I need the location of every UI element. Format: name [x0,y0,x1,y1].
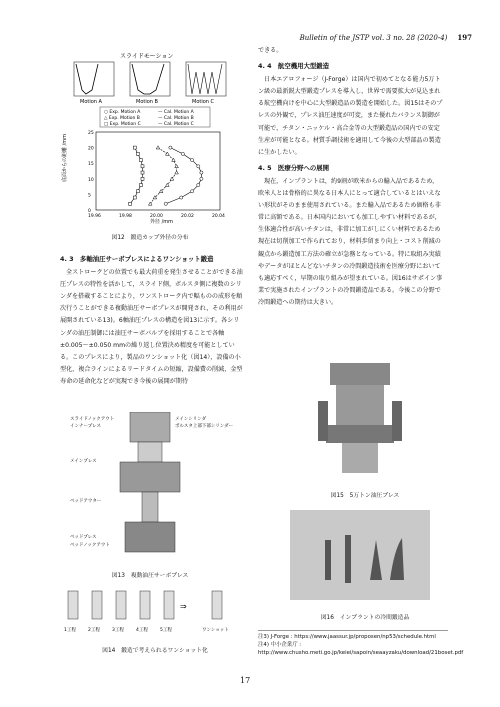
figure-14-svg [62,585,247,640]
motion-b-graph [130,62,170,96]
y-tick-label: 15 [88,162,94,168]
footnote-4: 注4) 中小企業庁 : http://www.chusho.meti.go.jp/keiei/sapoin/seaayzaku/download/21boset.pdf [258,642,464,656]
step-label: 2工程 [88,628,100,633]
section-4-5-heading: 4. 5 医療分野への展開 [258,163,330,172]
data-point [197,165,200,168]
section-4-3-body: 全ストロークどの位置でも最大荷重を発生させることができる油圧プレスの特性を活かして，スライド側，ボルスタ側に複数のシリンダを搭載することにより，ワンストローク内で幅ものの成形を順次行うことができる複動油圧サーボプレスが開発され，その利用が展開されている13)。6軸油圧プレスの構造を図13に示す。各シリンダの油圧制御には油圧サーボバルブを採用することで各軸±0.005～±0.050 mmの繰り返し位置決め精度を可能としている。このプレスにより，製品のワンショット化（図14），設備の小型化，複合ラインによるリードタイムの短縮，設備費の削減，金型寿命の延命化などが実現でき今後の展開が期待 [60,269,243,385]
figure-16-photo [290,510,430,600]
y-tick-label: 10 [88,177,94,183]
legend-entry: — Cal. Motion C [158,122,194,127]
slide-motion-label: スライドモーション [120,53,174,60]
series-line [130,148,142,204]
figure-14 [62,585,247,640]
figure-13-svg [70,412,240,562]
implant-image [290,510,430,600]
x-tick-label: 19.98 [119,214,132,219]
data-point [200,177,203,180]
section-4-4-body: 日本エアロフォージ（J-Forge）は国内で初めてとなる能力5万トン級の最新鋭大型鍛造プレスを導入し，世界で需要拡大が見込まれる航空機向けを中心に大型鍛造品の製造を開始した。図15はそのプレスの外観で，プレス油圧速度が可変，また優れたバランス制御が可能で，チタン・ニッケル・高合金等の大型鍛造品の国内での安定生産が可能となる。材質手調技術を適用して今後の大型部品の製造に生かしたい。 [258,76,443,156]
data-point [139,159,142,162]
motion-a-label: Motion A [80,99,102,105]
legend-entry: — Cal. Motion A [158,110,194,115]
data-point [141,171,144,174]
data-point [200,171,203,174]
footnotes [258,630,464,657]
data-point [141,177,144,180]
data-point [175,165,179,168]
data-point [169,146,172,149]
right-column [258,45,443,309]
series-line [150,148,176,204]
series-line [166,148,202,204]
data-point [180,196,183,199]
step-label: 1工程 [64,628,76,633]
x-tick-label: 20.02 [181,214,194,219]
data-point [191,158,194,161]
fig13-label: ベッドアウター [70,499,102,504]
data-point [141,165,144,168]
running-header [300,33,472,42]
fig13-label: インナープレス [70,424,101,429]
y-axis-label: 底面からの距離 /mm [62,133,68,182]
fig13-label: ベッドノックアウト [70,543,110,548]
fig13-label: メインシリンダ [175,417,207,422]
svg-text:⇒: ⇒ [180,602,187,611]
section-4-4-heading: 4. 4 航空機用大型鍛造 [258,62,330,71]
data-point [164,202,167,205]
figure-12-svg [60,50,240,225]
x-tick-label: 19.96 [88,214,101,219]
data-point [166,152,170,155]
section-4-5-body: 現在，インプラントは，約9割が欧米からの輸入品であるため，欧米人とは骨格的に異なる日本人にとって適合しているとはいえない形状がそのまま使用されている。また輸入品であるため価格も非常に高額である。日本国内においても加工しやすい材料であるが，生体適合性が高いチタンは，非常に加工がしにくい材料であるため現在は切削加工で作られており，材料歩留まり向上・コスト削減の観点から鍛造加工方法の確立が急務となっている。特に取組み実績やデータがほとんどないチタンの冷間鍛造技術を医療分野においても適応すべく，早期の取り組みが望まれている。図16はサポイン事業で実施されたインプラントの冷間鍛造品である。今後この分野で冷間鍛造への期待は大きい。 [258,177,443,306]
data-point [175,171,179,174]
figure-13-caption: 図13 複動油圧サーボプレス [111,573,189,579]
legend-entry: △ Exp. Motion B [104,116,140,121]
data-point [136,190,139,193]
fig13-label: ベッドプレス [70,535,97,540]
figure-13 [70,412,240,562]
legend-entry: □ Exp. Motion C [104,122,141,127]
figure-15-caption: 図15 5万トン油圧プレス [330,493,400,499]
motion-c-graph [186,62,226,96]
press-image [300,355,420,480]
footnote-3: 注3) J-Forge : https://www.jaassur.jp/proposen/np53/schedule.html [258,634,436,640]
data-point [136,152,139,155]
figure-12 [60,50,240,230]
continued-text: できる。 [258,47,283,54]
x-tick-label: 20.04 [212,214,225,219]
left-column [60,250,245,388]
motion-c-label: Motion C [192,99,215,105]
data-point [156,146,160,149]
step-label: 4工程 [136,628,148,633]
y-tick-label: 20 [88,146,94,152]
journal-title: Bulletin of the JSTP vol. 3 no. 28 (2020-4) [299,34,448,42]
x-tick-label: 20.00 [150,214,163,219]
step-label: 3工程 [112,628,124,633]
section-4-3-heading: 4. 3 多軸油圧サーボプレスによるワンショット鍛造 [60,255,214,263]
y-tick-label: 0 [88,209,91,214]
step-label: 5工程 [160,628,172,633]
figure-14-caption: 図14 鍛造で考えられるワンショット化 [102,648,208,654]
x-axis-label: 外径 /mm [150,219,174,225]
data-point [191,190,194,193]
data-point [133,196,136,199]
scatter-plot [88,130,225,219]
motion-a-graph [74,62,114,96]
motion-b-label: Motion B [136,99,158,105]
y-tick-label: 5 [88,193,91,199]
fig13-label: メインプレス [70,459,97,464]
data-point [181,152,184,155]
step-label: ワンショット [202,628,229,633]
data-point [129,202,132,205]
page-number: 17 [240,676,251,685]
data-point [139,184,142,187]
fig13-label: スライドノックアウト [70,417,115,422]
figure-15-photo [300,355,420,480]
y-tick-label: 25 [88,131,94,136]
legend-entry: ○ Exp. Motion A [104,110,141,115]
legend-entry: — Cal. Motion B [158,116,194,121]
data-point [197,183,200,186]
header-page-number: 197 [457,33,472,42]
figure-16-caption: 図16 インプラントの冷間鍛造品 [320,615,410,621]
data-point [133,146,136,149]
fig13-label: ボルスタ上部下部シリンダー [175,424,234,429]
legend [100,107,210,127]
figure-12-caption: 図12 鍛造カップ外径の分布 [111,235,189,241]
